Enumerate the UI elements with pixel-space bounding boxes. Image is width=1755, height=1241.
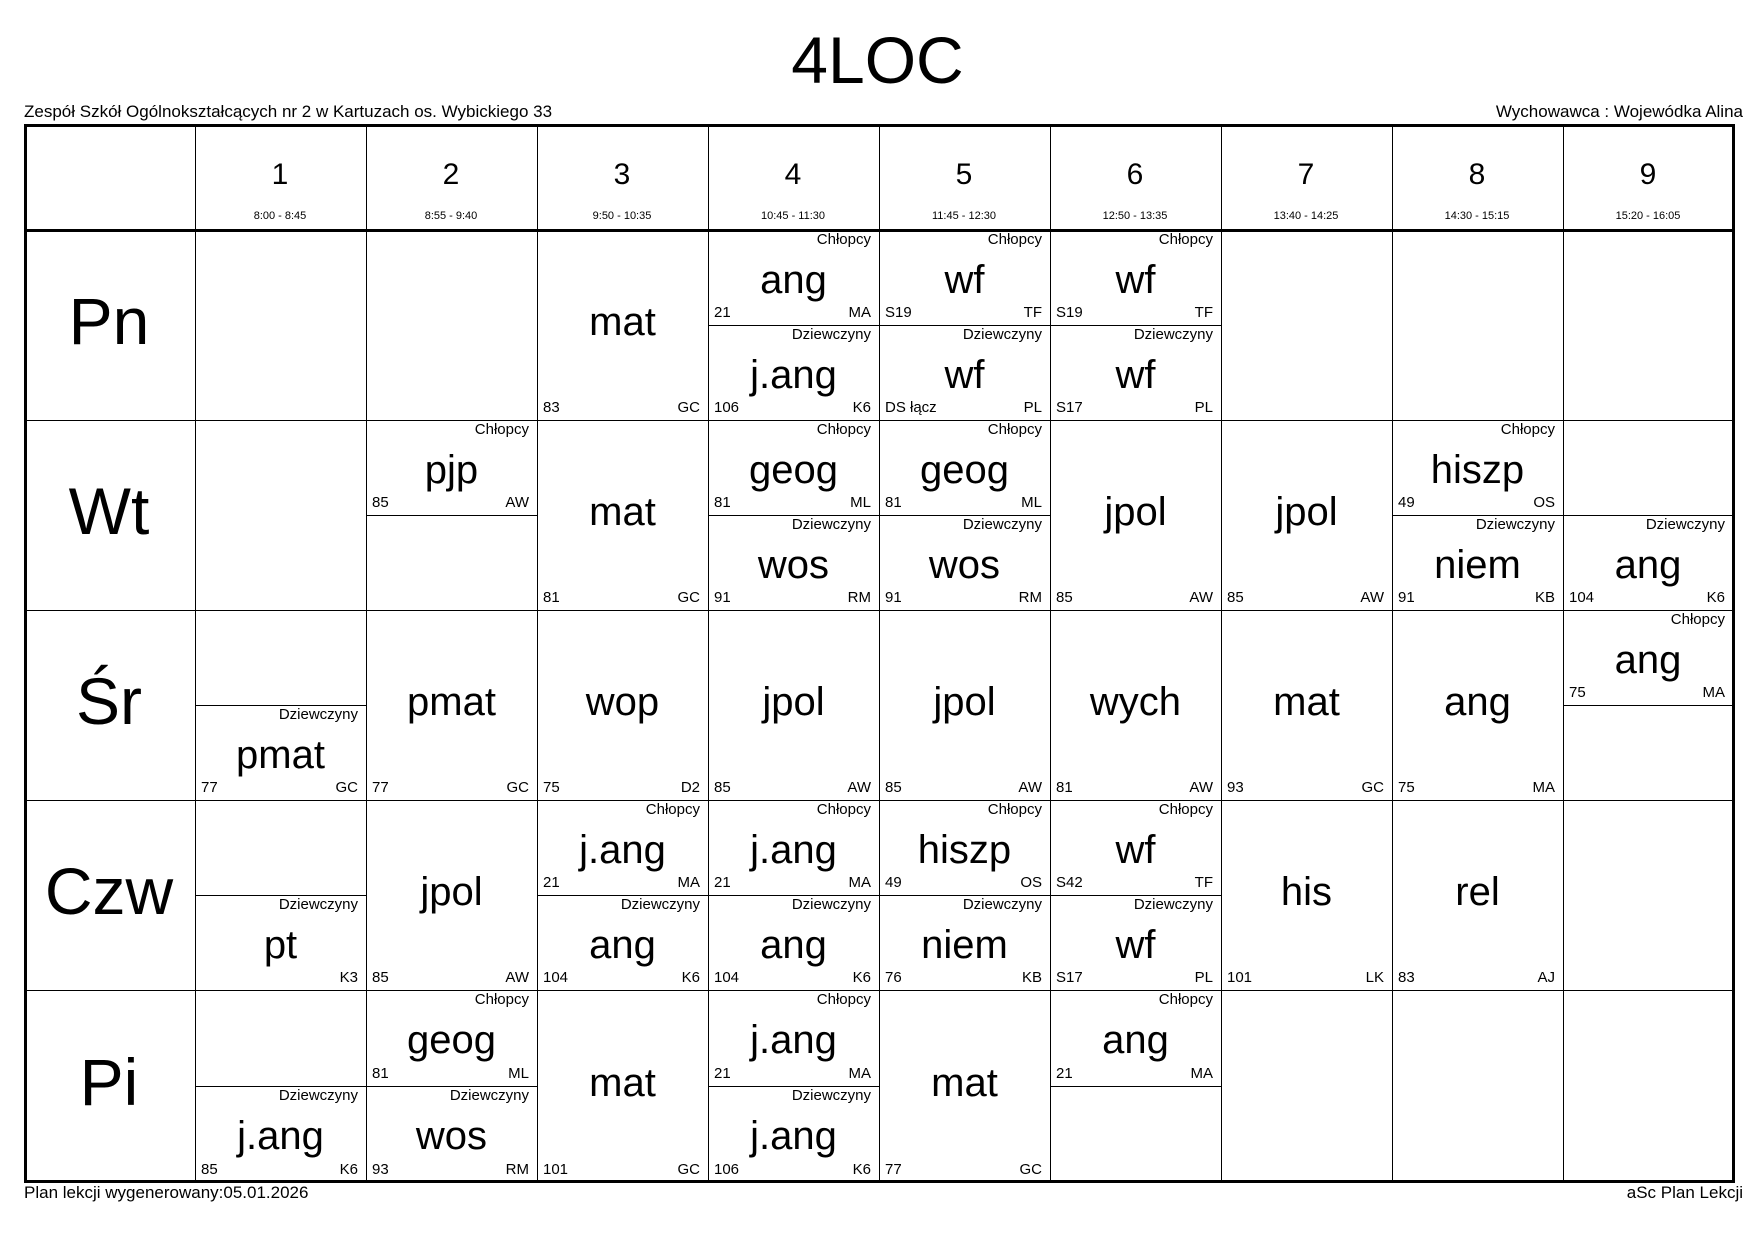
lesson-cell (708, 990, 879, 1086)
lesson-teacher: TF (1194, 874, 1213, 891)
lesson-cell (1050, 325, 1221, 420)
lesson-subject: ang (1444, 680, 1511, 724)
lesson-teacher: AJ (1537, 969, 1555, 986)
lesson-cell (366, 610, 537, 800)
lesson-subject: mat (1273, 680, 1340, 724)
lesson-room: 104 (543, 969, 569, 986)
period-time: 13:40 - 14:25 (1273, 210, 1339, 222)
lesson-room: 81 (372, 1065, 389, 1082)
lesson-cell (879, 990, 1050, 1182)
period-time: 10:45 - 11:30 (760, 210, 825, 222)
lesson-teacher: TF (1023, 304, 1042, 321)
lesson-room: 91 (714, 589, 731, 606)
lesson-room: 106 (714, 399, 740, 416)
lesson-cell (1392, 800, 1563, 990)
lesson-room: 21 (714, 1065, 731, 1082)
period-time: 11:45 - 12:30 (931, 210, 996, 222)
lesson-subject: ang (1614, 542, 1682, 587)
lesson-subject: wych (1089, 680, 1182, 724)
lesson-subject: pt (263, 922, 298, 967)
lesson-group: Dziewczyny (1133, 896, 1213, 913)
lesson-teacher: MA (1702, 684, 1725, 701)
lesson-teacher: RM (847, 589, 871, 606)
lesson-room: 93 (1227, 779, 1244, 796)
lesson-room: 21 (1056, 1065, 1073, 1082)
lesson-cell (879, 230, 1050, 325)
lesson-group: Dziewczyny (962, 896, 1042, 913)
lesson-subject: wf (944, 257, 985, 302)
lesson-cell (879, 610, 1050, 800)
lesson-teacher: K6 (681, 969, 700, 986)
lesson-group: Chłopcy (1158, 231, 1213, 248)
lesson-teacher: K6 (1706, 589, 1725, 606)
period-time: 14:30 - 15:15 (1444, 210, 1510, 222)
lesson-teacher: MA (848, 304, 871, 321)
lesson-subject: hiszp (917, 827, 1012, 872)
lesson-room: 81 (543, 589, 560, 606)
lesson-subject: j.ang (579, 827, 666, 872)
lesson-cell (537, 895, 708, 990)
lesson-subject: niem (1434, 542, 1521, 587)
lesson-room: 85 (372, 494, 389, 511)
lesson-teacher: K6 (852, 1161, 871, 1178)
lesson-teacher: PL (1023, 399, 1042, 416)
lesson-group: Dziewczyny (278, 706, 358, 723)
lesson-cell (195, 895, 366, 990)
class-title: 4LOC (791, 23, 964, 97)
lesson-teacher: K6 (852, 399, 871, 416)
lesson-cell (1221, 610, 1392, 800)
lesson-room: 83 (1398, 969, 1415, 986)
lesson-subject: hiszp (1430, 447, 1525, 492)
lesson-room: S42 (1056, 874, 1083, 891)
lesson-subject: jpol (933, 680, 996, 724)
lesson-room: DS łącz (885, 399, 937, 416)
lesson-teacher: MA (677, 874, 700, 891)
lesson-subject: jpol (1104, 490, 1167, 534)
lesson-room: 106 (714, 1161, 740, 1178)
lesson-group: Chłopcy (1500, 421, 1555, 438)
lesson-subject: mat (589, 300, 656, 344)
period-time: 8:55 - 9:40 (424, 210, 478, 222)
day-label: Pi (79, 1045, 139, 1119)
lesson-subject: jpol (1275, 490, 1338, 534)
lesson-cell (708, 610, 879, 800)
lesson-room: S19 (1056, 304, 1083, 321)
period-time: 9:50 - 10:35 (592, 210, 652, 222)
lesson-group: Dziewczyny (791, 516, 871, 533)
lesson-room: 101 (1227, 969, 1253, 986)
lesson-cell (1050, 800, 1221, 895)
lesson-cell (1563, 515, 1733, 610)
lesson-subject: ang (1102, 1018, 1169, 1062)
lesson-room: 75 (543, 779, 560, 796)
lesson-subject: ang (589, 922, 656, 967)
lesson-room: 21 (714, 874, 731, 891)
lesson-teacher: GC (335, 779, 358, 796)
lesson-subject: mat (931, 1061, 998, 1105)
lesson-cell (1221, 800, 1392, 990)
lesson-subject: j.ang (750, 1114, 837, 1158)
lesson-teacher: KB (1021, 969, 1042, 986)
lesson-subject: mat (589, 1061, 656, 1105)
lesson-subject: ang (760, 922, 827, 967)
lesson-subject: geog (920, 447, 1009, 492)
lesson-teacher: LK (1365, 969, 1384, 986)
lesson-cell (537, 800, 708, 895)
lesson-group: Dziewczyny (620, 896, 700, 913)
lesson-group: Dziewczyny (1133, 326, 1213, 343)
lesson-room: 49 (1398, 494, 1415, 511)
lesson-room: 85 (372, 969, 389, 986)
lesson-teacher: D2 (680, 779, 700, 796)
lesson-subject: mat (589, 490, 656, 534)
lesson-cell (708, 515, 879, 610)
lesson-cell (537, 610, 708, 800)
lesson-room: 77 (201, 779, 218, 796)
lesson-room: 104 (714, 969, 740, 986)
period-number: 1 (271, 158, 289, 191)
lesson-room: 81 (714, 494, 731, 511)
lesson-cell (879, 515, 1050, 610)
generated-date: Plan lekcji wygenerowany:05.01.2026 (24, 1183, 309, 1202)
lesson-subject: wf (1115, 257, 1156, 302)
lesson-cell (708, 1086, 879, 1182)
period-number: 5 (955, 158, 973, 191)
lesson-subject: wf (1115, 922, 1156, 967)
lesson-teacher: MA (1532, 779, 1555, 796)
lesson-subject: geog (407, 1018, 496, 1062)
lesson-teacher: K3 (339, 969, 358, 986)
lesson-subject: pmat (407, 680, 496, 724)
lesson-teacher: ML (1021, 494, 1042, 511)
lesson-cell (879, 800, 1050, 895)
lesson-teacher: TF (1194, 304, 1213, 321)
lesson-group: Dziewczyny (278, 1087, 358, 1104)
lesson-teacher: MA (848, 874, 871, 891)
lesson-group: Chłopcy (987, 801, 1042, 818)
lesson-room: 85 (714, 779, 731, 796)
lesson-cell (195, 705, 366, 800)
group-split-line (366, 515, 537, 516)
lesson-group: Chłopcy (816, 421, 871, 438)
lesson-subject: ang (760, 257, 827, 302)
lesson-teacher: AW (1018, 779, 1042, 796)
lesson-group: Dziewczyny (1475, 516, 1555, 533)
lesson-cell (879, 895, 1050, 990)
lesson-teacher: AW (847, 779, 871, 796)
lesson-room: 83 (543, 399, 560, 416)
lesson-room: 76 (885, 969, 902, 986)
lesson-subject: jpol (762, 680, 825, 724)
lesson-cell (1392, 610, 1563, 800)
lesson-cell (708, 800, 879, 895)
lesson-room: 85 (885, 779, 902, 796)
lesson-group: Chłopcy (474, 421, 529, 438)
lesson-teacher: GC (1361, 779, 1384, 796)
lesson-teacher: ML (508, 1065, 529, 1082)
lesson-subject: wos (928, 542, 1001, 587)
group-split-line (1563, 705, 1733, 706)
school-name: Zespół Szkół Ogólnokształcących nr 2 w Kartuzach os. Wybickiego 33 (24, 102, 553, 121)
day-label: Wt (68, 474, 150, 548)
period-number: 3 (613, 158, 631, 191)
lesson-subject: wos (415, 1114, 488, 1158)
lesson-subject: j.ang (237, 1114, 324, 1158)
lesson-room: 101 (543, 1161, 569, 1178)
lesson-teacher: AW (505, 969, 529, 986)
lesson-room: S17 (1056, 399, 1083, 416)
lesson-group: Dziewczyny (1645, 516, 1725, 533)
lesson-cell (1050, 895, 1221, 990)
lesson-group: Dziewczyny (791, 326, 871, 343)
lesson-group: Dziewczyny (962, 516, 1042, 533)
lesson-teacher: AW (505, 494, 529, 511)
lesson-cell (708, 895, 879, 990)
lesson-subject: j.ang (750, 1018, 837, 1062)
lesson-teacher: PL (1194, 399, 1213, 416)
lesson-cell (1050, 230, 1221, 325)
lesson-group: Dziewczyny (278, 896, 358, 913)
lesson-teacher: K6 (852, 969, 871, 986)
lesson-group: Chłopcy (987, 421, 1042, 438)
lesson-room: 91 (885, 589, 902, 606)
lesson-teacher: GC (677, 589, 700, 606)
lesson-cell (1050, 990, 1221, 1086)
lesson-cell (708, 325, 879, 420)
lesson-subject: j.ang (750, 352, 837, 397)
lesson-cell (195, 1086, 366, 1182)
lesson-cell (366, 420, 537, 515)
period-number: 7 (1297, 158, 1315, 191)
lesson-room: S19 (885, 304, 912, 321)
lesson-cell (879, 420, 1050, 515)
lesson-room: 93 (372, 1161, 389, 1178)
lesson-teacher: K6 (339, 1161, 358, 1178)
lesson-teacher: ML (850, 494, 871, 511)
lesson-teacher: GC (1019, 1161, 1042, 1178)
lesson-cell (537, 990, 708, 1182)
lesson-teacher: GC (506, 779, 529, 796)
lesson-group: Chłopcy (1158, 801, 1213, 818)
lesson-subject: ang (1614, 637, 1682, 682)
period-number: 4 (784, 158, 802, 191)
lesson-teacher: AW (1360, 589, 1384, 606)
lesson-subject: wf (1115, 352, 1156, 397)
lesson-cell (1392, 420, 1563, 515)
lesson-cell (708, 230, 879, 325)
lesson-cell (1392, 515, 1563, 610)
day-label: Czw (44, 854, 174, 928)
lesson-group: Dziewczyny (962, 326, 1042, 343)
group-split-line (1050, 1086, 1221, 1087)
lesson-cell (1050, 420, 1221, 610)
lesson-teacher: AW (1189, 589, 1213, 606)
lesson-group: Chłopcy (645, 801, 700, 818)
lesson-subject: wop (585, 680, 660, 724)
lesson-group: Chłopcy (1158, 991, 1213, 1008)
lesson-subject: pmat (236, 732, 325, 777)
lesson-group: Dziewczyny (449, 1087, 529, 1104)
lesson-cell (366, 800, 537, 990)
lesson-room: 21 (543, 874, 560, 891)
lesson-room: 75 (1569, 684, 1586, 701)
lesson-teacher: RM (505, 1161, 529, 1178)
lesson-cell (366, 1086, 537, 1182)
lesson-group: Dziewczyny (791, 1087, 871, 1104)
lesson-teacher: MA (1190, 1065, 1213, 1082)
lesson-cell (537, 420, 708, 610)
lesson-room: 91 (1398, 589, 1415, 606)
lesson-group: Chłopcy (987, 231, 1042, 248)
lesson-teacher: PL (1194, 969, 1213, 986)
day-label: Pn (68, 284, 150, 358)
period-time: 8:00 - 8:45 (253, 210, 307, 222)
lesson-teacher: MA (848, 1065, 871, 1082)
lesson-teacher: GC (677, 1161, 700, 1178)
lesson-subject: wos (757, 542, 830, 587)
lesson-cell (537, 230, 708, 420)
lesson-room: 49 (885, 874, 902, 891)
lesson-group: Chłopcy (1670, 611, 1725, 628)
lesson-group: Chłopcy (816, 801, 871, 818)
lesson-group: Chłopcy (816, 231, 871, 248)
lesson-subject: his (1280, 870, 1333, 914)
lesson-group: Chłopcy (474, 991, 529, 1008)
lesson-teacher: GC (677, 399, 700, 416)
day-column-divider (195, 124, 196, 1182)
lesson-subject: pjp (424, 447, 479, 492)
software-name: aSc Plan Lekcji (1626, 1183, 1743, 1202)
lesson-room: 75 (1398, 779, 1415, 796)
lesson-group: Chłopcy (816, 991, 871, 1008)
lesson-teacher: RM (1018, 589, 1042, 606)
lesson-room: 104 (1569, 589, 1595, 606)
lesson-subject: niem (921, 922, 1008, 967)
lesson-teacher: OS (1020, 874, 1042, 891)
lesson-teacher: AW (1189, 779, 1213, 796)
lesson-group: Dziewczyny (791, 896, 871, 913)
lesson-subject: wf (1115, 827, 1156, 872)
lesson-subject: geog (749, 447, 838, 492)
lesson-room: 81 (1056, 779, 1073, 796)
class-teacher: Wychowawca : Wojewódka Alina (1495, 102, 1743, 121)
lesson-room: 77 (372, 779, 389, 796)
lesson-teacher: KB (1534, 589, 1555, 606)
lesson-room: 77 (885, 1161, 902, 1178)
lesson-room: S17 (1056, 969, 1083, 986)
lesson-room: 85 (201, 1161, 218, 1178)
period-number: 8 (1468, 158, 1486, 191)
lesson-subject: rel (1455, 870, 1500, 914)
day-label: Śr (76, 664, 142, 738)
period-time: 12:50 - 13:35 (1102, 210, 1168, 222)
lesson-cell (708, 420, 879, 515)
lesson-room: 81 (885, 494, 902, 511)
lesson-teacher: OS (1533, 494, 1555, 511)
lesson-room: 21 (714, 304, 731, 321)
lesson-subject: wf (944, 352, 985, 397)
lesson-cell (879, 325, 1050, 420)
lesson-subject: j.ang (750, 827, 837, 872)
period-number: 2 (442, 158, 460, 191)
lesson-cell (1563, 610, 1733, 705)
period-time: 15:20 - 16:05 (1615, 210, 1681, 222)
lesson-room: 85 (1056, 589, 1073, 606)
lesson-subject: jpol (420, 870, 483, 914)
lesson-room: 85 (1227, 589, 1244, 606)
lesson-cell (366, 990, 537, 1086)
lesson-cell (1050, 610, 1221, 800)
period-number: 6 (1126, 158, 1144, 191)
lesson-cell (1221, 420, 1392, 610)
period-number: 9 (1639, 158, 1657, 191)
